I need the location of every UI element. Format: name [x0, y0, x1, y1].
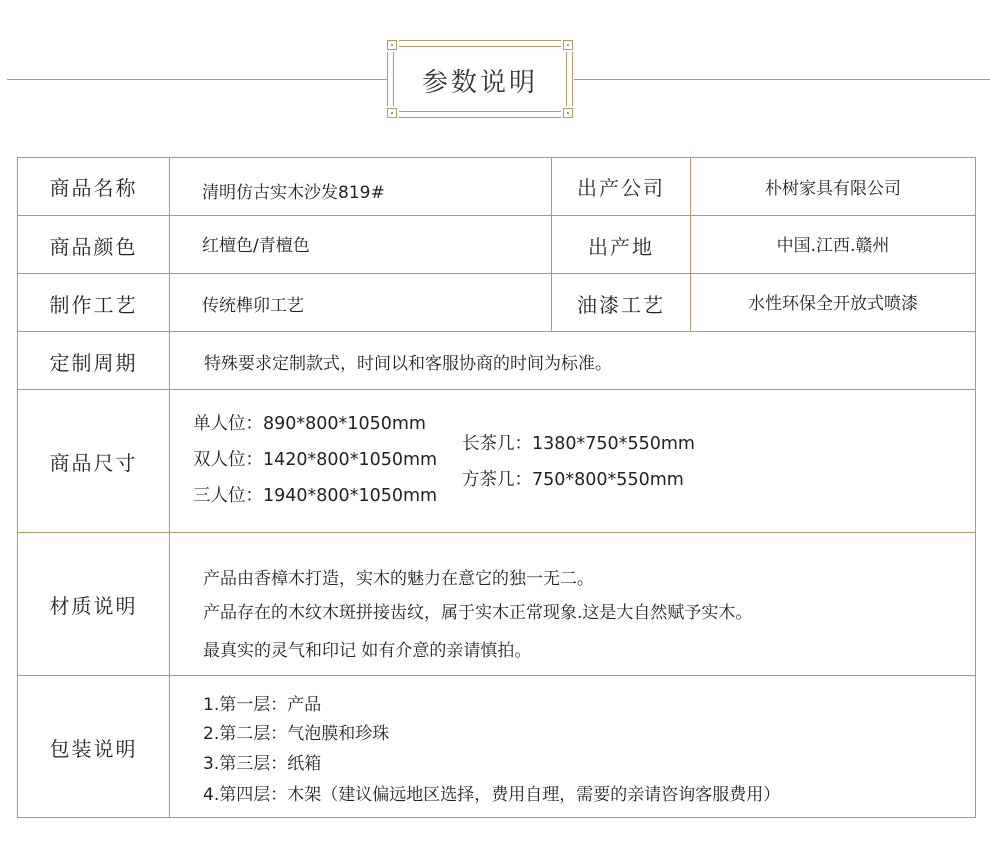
value-custom-period: 特殊要求定制款式，时间以和客服协商的时间为标准。 [169, 332, 975, 390]
label-craft: 制作工艺 [49, 292, 138, 317]
spec-table [17, 157, 976, 818]
material-line: 最真实的灵气和印记 如有介意的亲请慎拍。 [203, 641, 532, 661]
label-origin: 出产地 [551, 216, 690, 274]
material-line: 产品由香樟木打造，实木的魅力在意它的独一无二。 [203, 569, 594, 589]
value-paint-process: 水性环保全开放式喷漆 [690, 274, 975, 332]
value-product-name: 清明仿古实木沙发819# [169, 158, 551, 215]
label-product-color: 商品颜色 [49, 234, 138, 259]
size-item: 长茶几：1380*750*550mm [462, 434, 695, 454]
table-row-size [18, 389, 975, 533]
value-craft: 传统榫卯工艺 [169, 274, 551, 332]
packaging-line: 3.第三层：纸箱 [203, 754, 322, 774]
corner-ornament-icon [385, 106, 399, 120]
label-product-name: 商品名称 [49, 176, 138, 200]
value-origin: 中国.江西.赣州 [690, 216, 975, 274]
packaging-line: 4.第四层：木架（建议偏远地区选择，费用自理，需要的亲请咨询客服费用） [203, 785, 781, 805]
size-values-cell [169, 390, 975, 533]
value-manufacturer: 朴树家具有限公司 [690, 158, 975, 215]
label-manufacturer: 出产公司 [551, 158, 690, 215]
section-title: 参数说明 [421, 68, 538, 98]
size-list-sofas [193, 406, 437, 514]
size-item: 三人位：1940*800*1050mm [193, 486, 438, 506]
label-custom-period: 定制周期 [49, 350, 138, 375]
table-row-craft [18, 273, 975, 332]
label-product-size: 商品尺寸 [49, 451, 138, 475]
table-row-period [18, 331, 975, 390]
table-row-color [18, 215, 975, 274]
table-row-name [18, 158, 975, 215]
packaging-line: 2.第二层：气泡膜和珍珠 [203, 724, 390, 744]
material-line: 产品存在的木纹木斑拼接齿纹，属于实木正常现象.这是大自然赋予实木。 [203, 603, 753, 623]
header-rule-left [7, 79, 388, 80]
label-paint-process: 油漆工艺 [551, 274, 690, 332]
size-list-tables [462, 426, 695, 498]
table-row-material [18, 532, 975, 676]
corner-ornament-icon [385, 38, 399, 52]
table-row-packaging [18, 675, 975, 818]
packaging-line: 1.第一层：产品 [203, 695, 322, 715]
size-item: 双人位：1420*800*1050mm [193, 450, 438, 470]
value-product-color: 红檀色/青檀色 [169, 216, 551, 274]
label-packaging: 包装说明 [49, 736, 138, 761]
header-rule-right [574, 79, 990, 80]
corner-ornament-icon [561, 38, 575, 52]
corner-ornament-icon [561, 106, 575, 120]
size-item: 单人位：890*800*1050mm [193, 414, 426, 434]
label-material: 材质说明 [49, 594, 138, 618]
section-title-frame [387, 40, 573, 118]
size-item: 方茶几：750*800*550mm [462, 470, 684, 490]
